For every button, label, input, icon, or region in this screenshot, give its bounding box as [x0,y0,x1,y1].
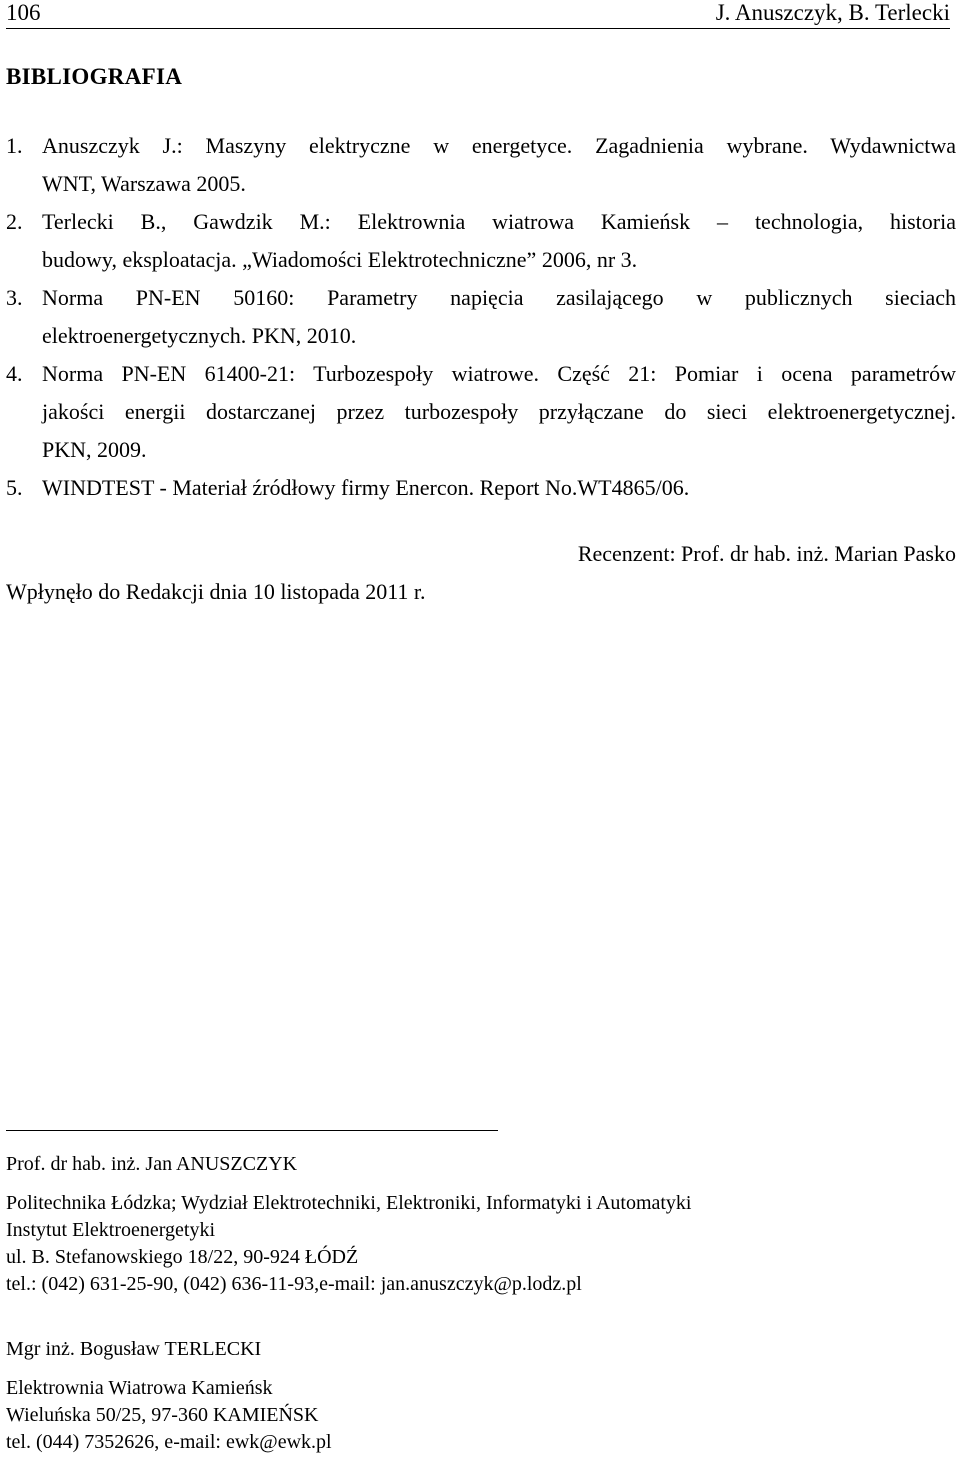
bibliography-entry [6,279,956,355]
author1-address: ul. B. Stefanowskiego 18/22, 90-924 ŁÓDŹ [6,1246,359,1268]
author1-institute: Instytut Elektroenergetyki [6,1219,216,1241]
footnote-divider [6,1130,498,1131]
entry-text-line: PKN, 2009. [42,437,147,462]
entry-text-line: Norma PN-EN 61400-21: Turbozespoły wiatrowe. Część 21: Pomiar i ocena parametrów [42,361,956,386]
author2-address: Wieluńska 50/25, 97-360 KAMIEŃSK [6,1404,319,1426]
entry-text-line: jakości energii dostarczanej przez turbozespoły przyłączane do sieci elektroenergetycznej. [42,399,956,424]
author2-name: Mgr inż. Bogusław TERLECKI [6,1338,262,1360]
entry-number: 3. [6,285,23,310]
entry-text-line: Anuszczyk J.: Maszyny elektryczne w energetyce. Zagadnienia wybrane. Wydawnictwa [42,133,956,158]
bibliography-entry [6,203,956,279]
entry-text-line: budowy, eksploatacja. „Wiadomości Elektrotechniczne” 2006, nr 3. [42,247,638,272]
entry-text-line: Terlecki B., Gawdzik M.: Elektrownia wiatrowa Kamieńsk – technologia, historia [42,209,956,234]
running-header-authors: J. Anuszczyk, B. Terlecki [715,0,950,25]
entry-text-line: elektroenergetycznych. PKN, 2010. [42,323,357,348]
bibliography-entry [6,469,956,507]
entry-number: 5. [6,475,23,500]
author2-affiliation: Elektrownia Wiatrowa Kamieńsk [6,1377,273,1399]
entry-number: 4. [6,361,23,386]
bibliography-entry [6,355,956,469]
running-header [6,0,950,29]
author1-contact: tel.: (042) 631-25-90, (042) 636-11-93,e-mail: jan.anuszczyk@p.lodz.pl [6,1273,582,1295]
bibliography-heading: BIBLIOGRAFIA [6,64,183,89]
author1-name: Prof. dr hab. inż. Jan ANUSZCZYK [6,1153,298,1175]
author2-contact: tel. (044) 7352626, e-mail: ewk@ewk.pl [6,1431,332,1453]
entry-text-line: Norma PN-EN 50160: Parametry napięcia zasilającego w publicznych sieciach [42,285,956,310]
bibliography-list [6,127,956,507]
reviewer-note: Recenzent: Prof. dr hab. inż. Marian Pasko [577,541,956,566]
author1-affiliation: Politechnika Łódzka; Wydział Elektrotechniki, Elektroniki, Informatyki i Automatyki [6,1192,692,1214]
entry-text-line: WINDTEST - Materiał źródłowy firmy Enercon. Report No.WT4865/06. [42,475,690,500]
bibliography-entry [6,127,956,203]
entry-number: 1. [6,133,23,158]
page-number: 106 [6,0,41,25]
received-date: Wpłynęło do Redakcji dnia 10 listopada 2011 r. [6,579,426,604]
entry-text-line: WNT, Warszawa 2005. [42,171,246,196]
entry-number: 2. [6,209,23,234]
